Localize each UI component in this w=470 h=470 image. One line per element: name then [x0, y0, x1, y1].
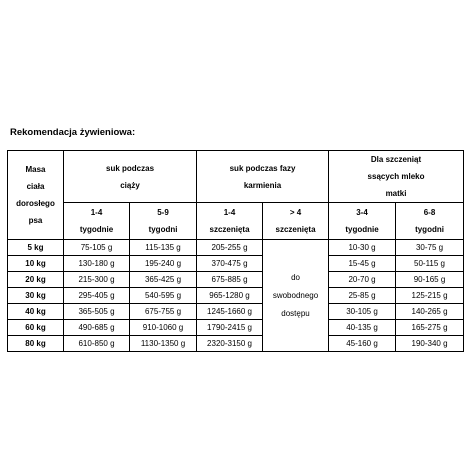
subheader-range: 1-4 [90, 208, 103, 217]
cell-puppies-3-4: 20-70 g [329, 272, 396, 288]
cell-lactation-1-4: 2320-3150 g [197, 336, 263, 352]
cell-puppies-3-4: 10-30 g [329, 240, 396, 256]
row-mass: 30 kg [8, 288, 64, 304]
subheader-unit: szczenięta [209, 225, 250, 234]
cell-lactation-1-4: 205-255 g [197, 240, 263, 256]
free-access-line: dostępu [281, 308, 310, 318]
cell-pregnancy-1-4: 75-105 g [64, 240, 130, 256]
free-access-line: do [291, 272, 300, 282]
page-title: Rekomendacja żywieniowa: [10, 127, 136, 138]
subheader-range: 3-4 [356, 208, 368, 217]
header-mass-line: Masa [25, 165, 46, 174]
cell-pregnancy-1-4: 610-850 g [64, 336, 130, 352]
header-row-groups [8, 151, 464, 203]
cell-puppies-6-8: 165-275 g [396, 320, 464, 336]
cell-puppies-6-8: 50-115 g [396, 256, 464, 272]
cell-puppies-3-4: 25-85 g [329, 288, 396, 304]
feeding-table [7, 150, 464, 352]
row-mass: 10 kg [8, 256, 64, 272]
subheader-range: 1-4 [223, 208, 236, 217]
subheader-cell [64, 203, 130, 240]
subheader-range: 5-9 [157, 208, 169, 217]
cell-free-access [263, 240, 329, 352]
cell-lactation-1-4: 675-885 g [197, 272, 263, 288]
row-mass: 5 kg [8, 240, 64, 256]
cell-pregnancy-5-9: 195-240 g [130, 256, 197, 272]
cell-pregnancy-5-9: 115-135 g [130, 240, 197, 256]
subheader-range: 6-8 [423, 208, 436, 217]
row-mass: 20 kg [8, 272, 64, 288]
cell-puppies-6-8: 125-215 g [396, 288, 464, 304]
header-lactation [197, 151, 329, 203]
header-mass-line: ciała [26, 182, 45, 191]
cell-puppies-3-4: 45-160 g [329, 336, 396, 352]
cell-puppies-6-8: 190-340 g [396, 336, 464, 352]
header-puppies [329, 151, 464, 203]
table-row [8, 272, 464, 288]
cell-pregnancy-5-9: 365-425 g [130, 272, 197, 288]
cell-puppies-6-8: 140-265 g [396, 304, 464, 320]
cell-puppies-6-8: 30-75 g [396, 240, 464, 256]
subheader-unit: tygodnie [345, 225, 379, 234]
header-pregnancy-line: suk podczas [106, 163, 155, 173]
table-row [8, 336, 464, 352]
subheader-unit: szczenięta [275, 225, 316, 234]
header-puppies-line: matki [385, 189, 407, 198]
cell-pregnancy-1-4: 295-405 g [64, 288, 130, 304]
free-access-line: swobodnego [272, 290, 319, 300]
table-row [8, 320, 464, 336]
cell-pregnancy-5-9: 540-595 g [130, 288, 197, 304]
table-row [8, 288, 464, 304]
header-pregnancy-line: ciąży [120, 180, 140, 190]
cell-pregnancy-5-9: 910-1060 g [130, 320, 197, 336]
table-row [8, 240, 464, 256]
cell-lactation-1-4: 965-1280 g [197, 288, 263, 304]
table-row [8, 304, 464, 320]
subheader-cell [396, 203, 464, 240]
header-pregnancy [64, 151, 197, 203]
subheader-cell [197, 203, 263, 240]
cell-pregnancy-1-4: 130-180 g [64, 256, 130, 272]
cell-puppies-3-4: 30-105 g [329, 304, 396, 320]
cell-pregnancy-1-4: 215-300 g [64, 272, 130, 288]
header-puppies-line: ssących mleko [367, 172, 425, 181]
cell-pregnancy-1-4: 490-685 g [64, 320, 130, 336]
cell-puppies-3-4: 15-45 g [329, 256, 396, 272]
row-mass: 40 kg [8, 304, 64, 320]
row-mass: 80 kg [8, 336, 64, 352]
cell-pregnancy-1-4: 365-505 g [64, 304, 130, 320]
subheader-unit: tygodni [415, 225, 444, 234]
subheader-cell [329, 203, 396, 240]
subheader-range: > 4 [289, 208, 302, 217]
cell-pregnancy-5-9: 1130-1350 g [130, 336, 197, 352]
row-mass: 60 kg [8, 320, 64, 336]
cell-pregnancy-5-9: 675-755 g [130, 304, 197, 320]
cell-puppies-3-4: 40-135 g [329, 320, 396, 336]
header-lactation-line: suk podczas fazy [229, 163, 296, 173]
header-puppies-line: Dla szczeniąt [370, 155, 422, 164]
subheader-cell [130, 203, 197, 240]
header-row-periods [8, 203, 464, 240]
table-row [8, 256, 464, 272]
subheader-cell [263, 203, 329, 240]
cell-lactation-1-4: 1245-1660 g [197, 304, 263, 320]
header-mass-line: dorosłego [16, 199, 55, 208]
cell-puppies-6-8: 90-165 g [396, 272, 464, 288]
header-mass-line: psa [28, 216, 43, 225]
cell-lactation-1-4: 370-475 g [197, 256, 263, 272]
header-mass [8, 151, 64, 240]
subheader-unit: tygodni [148, 225, 178, 234]
cell-lactation-1-4: 1790-2415 g [197, 320, 263, 336]
subheader-unit: tygodnie [79, 225, 114, 234]
header-lactation-line: karmienia [243, 180, 282, 190]
